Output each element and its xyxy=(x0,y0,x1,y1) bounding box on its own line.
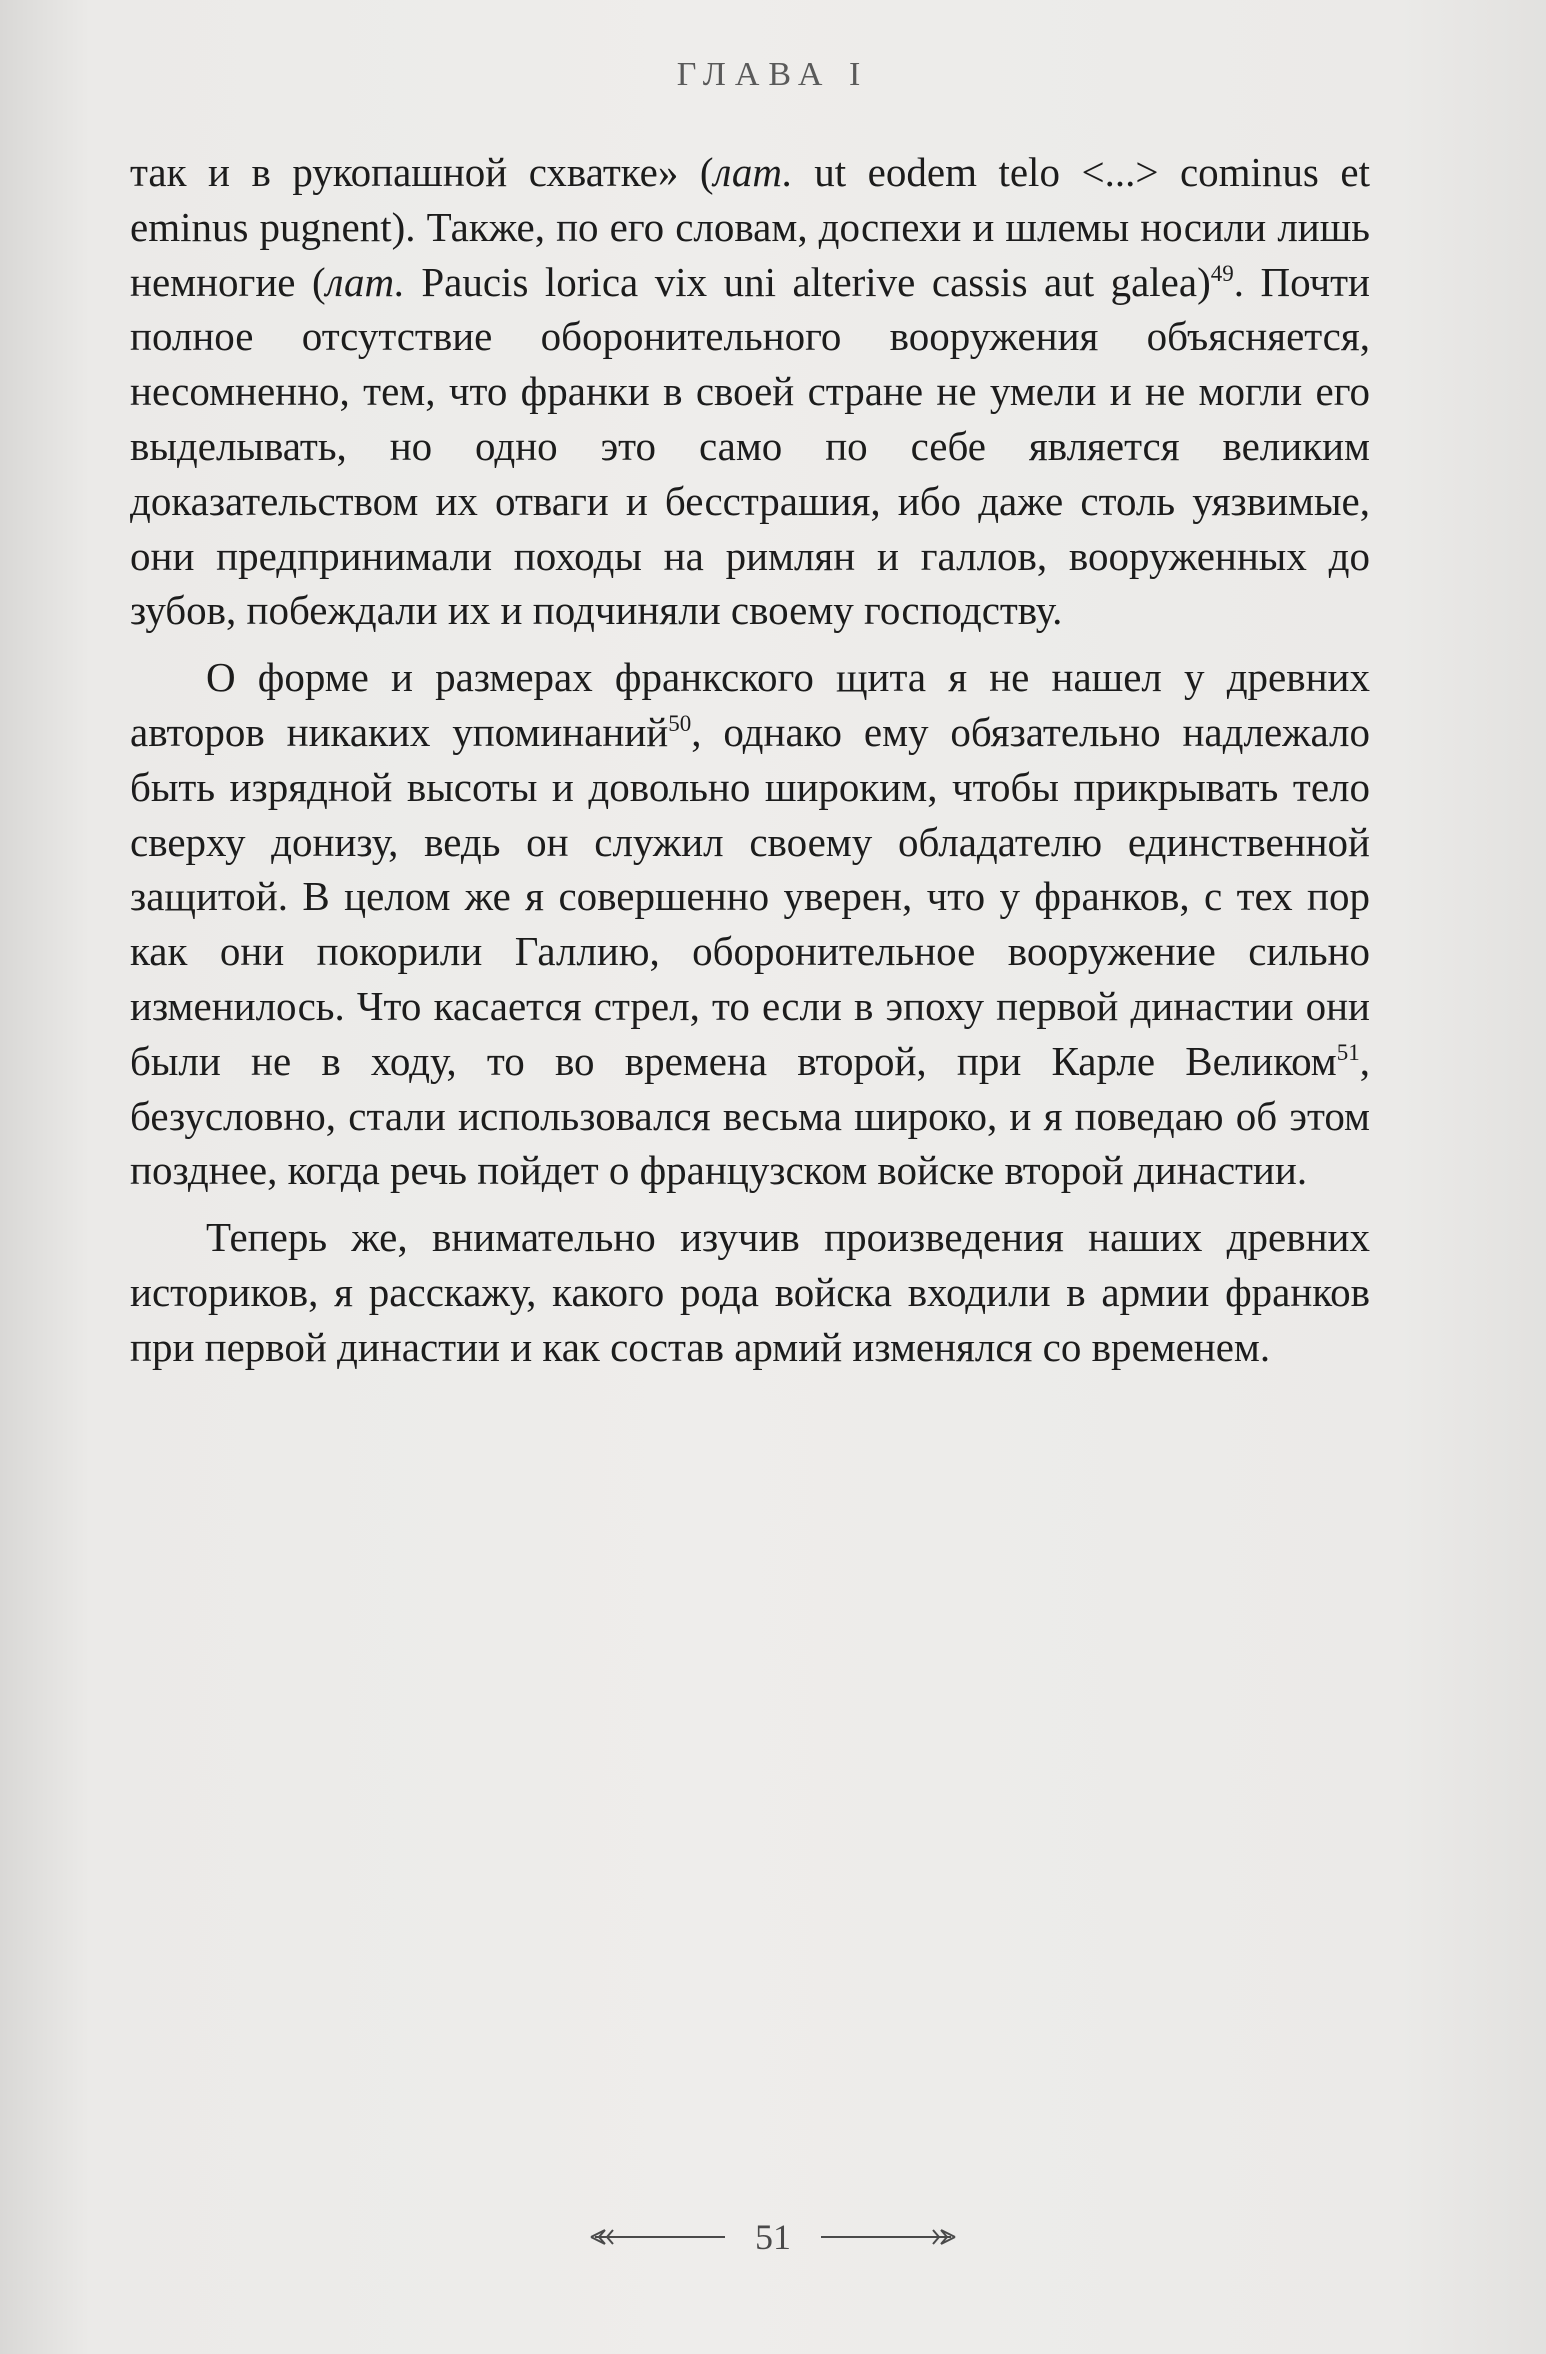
text-run: так и в рукопашной схватке» ( xyxy=(130,149,714,195)
footnote-ref: 51 xyxy=(1336,1039,1360,1065)
footnote-ref: 50 xyxy=(668,710,692,736)
text-run: ut eodem telo <...> cominus et eminus pugnent). Также, по его словам, доспехи и шлемы носили лишь немногие ( xyxy=(130,149,1370,305)
text-run: , безусловно, стали использовался весьма широко, и я поведаю об этом позднее, когда речь пойдет о французском войске второй династии. xyxy=(130,1037,1370,1194)
footnote-ref: 49 xyxy=(1210,260,1234,286)
text-run: , однако ему обязательно надлежало быть изрядной высоты и довольно широким, чтобы прикрывать тело сверху донизу, ведь он служил своему обладателю единственной защитой. В целом же я совершенно уверен, что у франков, с тех пор как они покорили Галлию, оборонительное вооружение сильно изменилось. Что касается стрел, то если в эпоху первой династии они были не в ходу, то во времена второй, при Карле Великом xyxy=(130,708,1370,1084)
paragraph xyxy=(130,1210,1370,1374)
left-ornament-icon xyxy=(587,2225,727,2249)
running-header: ГЛАВА I xyxy=(676,56,870,93)
paragraph xyxy=(130,650,1370,1198)
body-text xyxy=(130,145,1370,1375)
text-run: О форме и размерах франкского щита я не нашел у древних авторов никаких упоминаний xyxy=(130,654,1370,755)
text-run: Теперь же, внимательно изучив произведения наших древних историков, я расскажу, какого рода войска входили в армии франков при первой династии и как состав армий изменялся со временем. xyxy=(130,1214,1370,1370)
page-number: 51 xyxy=(755,2217,791,2257)
italic-abbreviation: лат. xyxy=(713,149,793,195)
right-ornament-icon xyxy=(819,2225,959,2249)
paragraph xyxy=(130,145,1370,638)
italic-abbreviation: лат. xyxy=(325,258,405,305)
page-footer xyxy=(0,2216,1546,2258)
text-run: Paucis lorica vix uni alterive cassis aut galea) xyxy=(404,258,1211,305)
text-run: . Почти полное отсутствие оборонительного вооружения объясняется, несомненно, тем, что франки в своей стране не умели и не могли его выделывать, но одно это само по себе является великим доказательством их отваги и бесстрашия, ибо даже столь уязвимые, они предпринимали походы на римлян и галлов, вооруженных до зубов, побеждали их и подчиняли своему господству. xyxy=(130,258,1370,634)
